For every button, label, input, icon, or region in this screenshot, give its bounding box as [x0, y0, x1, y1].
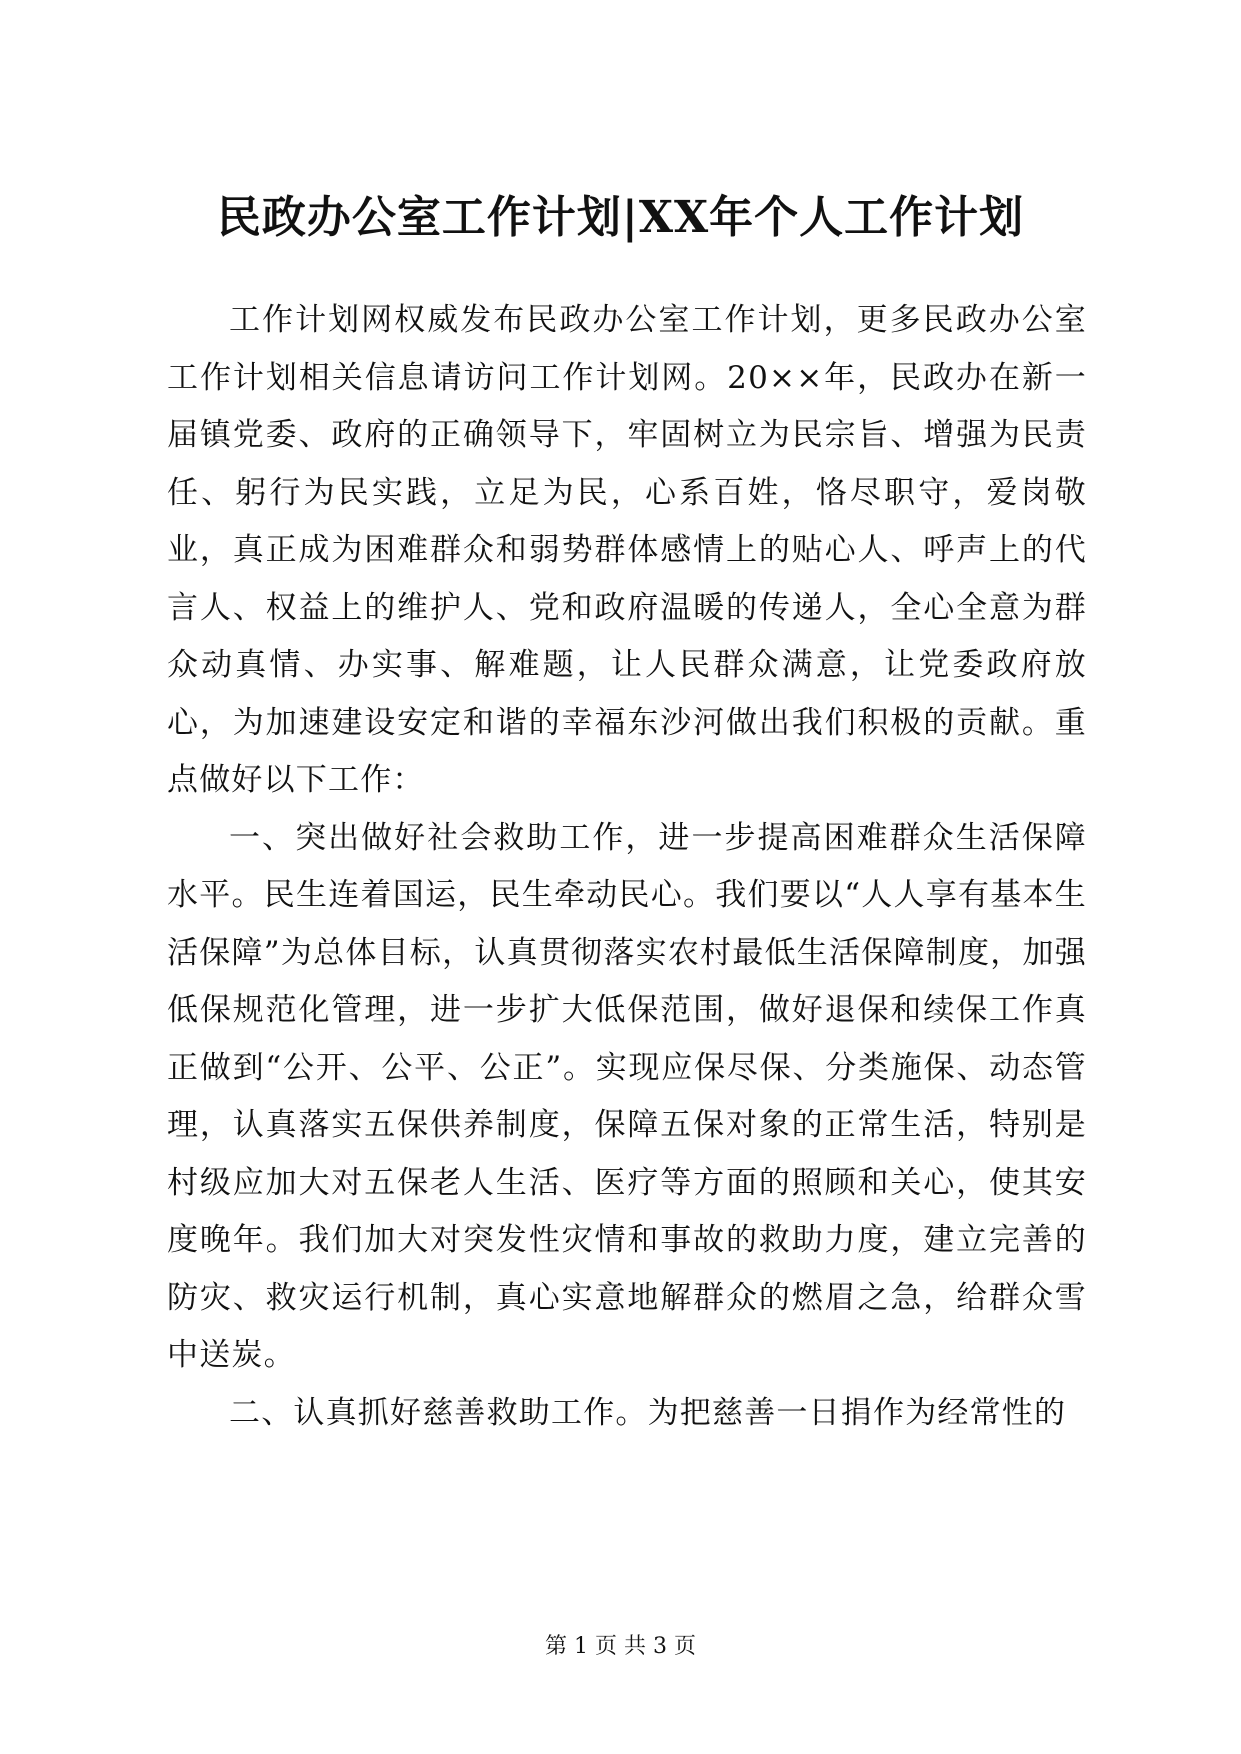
- page-footer: [0, 1632, 1241, 1662]
- paragraph-section-2: 二、认真抓好慈善救助工作。为把慈善一日捐作为经常性的: [229, 1394, 1067, 1431]
- document-body: [167, 292, 1087, 1442]
- page-number-label: 第 1 页 共 3 页: [545, 1634, 696, 1659]
- document-title: 民政办公室工作计划|XX年个人工作计划: [216, 192, 1025, 243]
- paragraph-section-1: 一、突出做好社会救助工作，进一步提高困难群众生活保障水平。民生连着国运，民生牵动民心。我们要以“人人享有基本生活保障”为总体目标，认真贯彻落实农村最低生活保障制度，加强低保规范化管理，进一步扩大低保范围，做好退保和续保工作真正做到“公开、公平、公正”。实现应保尽保、分类施保、动态管理，认真落实五保供养制度，保障五保对象的正常生活，特别是村级应加大对五保老人生活、医疗等方面的照顾和关心，使其安度晚年。我们加大对突发性灾情和事故的救助力度，建立完善的防灾、救灾运行机制，真心实意地解群众的燃眉之急，给群众雪中送炭。: [167, 819, 1087, 1373]
- paragraph-intro: 工作计划网权威发布民政办公室工作计划，更多民政办公室工作计划相关信息请访问工作计划网。20××年，民政办在新一届镇党委、政府的正确领导下，牢固树立为民宗旨、增强为民责任、躬行为民实践，立足为民，心系百姓，恪尽职守，爱岗敬业，真正成为困难群众和弱势群体感情上的贴心人、呼声上的代言人、权益上的维护人、党和政府温暖的传递人，全心全意为群众动真情、办实事、解难题，让人民群众满意，让党委政府放心，为加速建设安定和谐的幸福东沙河做出我们积极的贡献。重点做好以下工作：: [167, 302, 1087, 798]
